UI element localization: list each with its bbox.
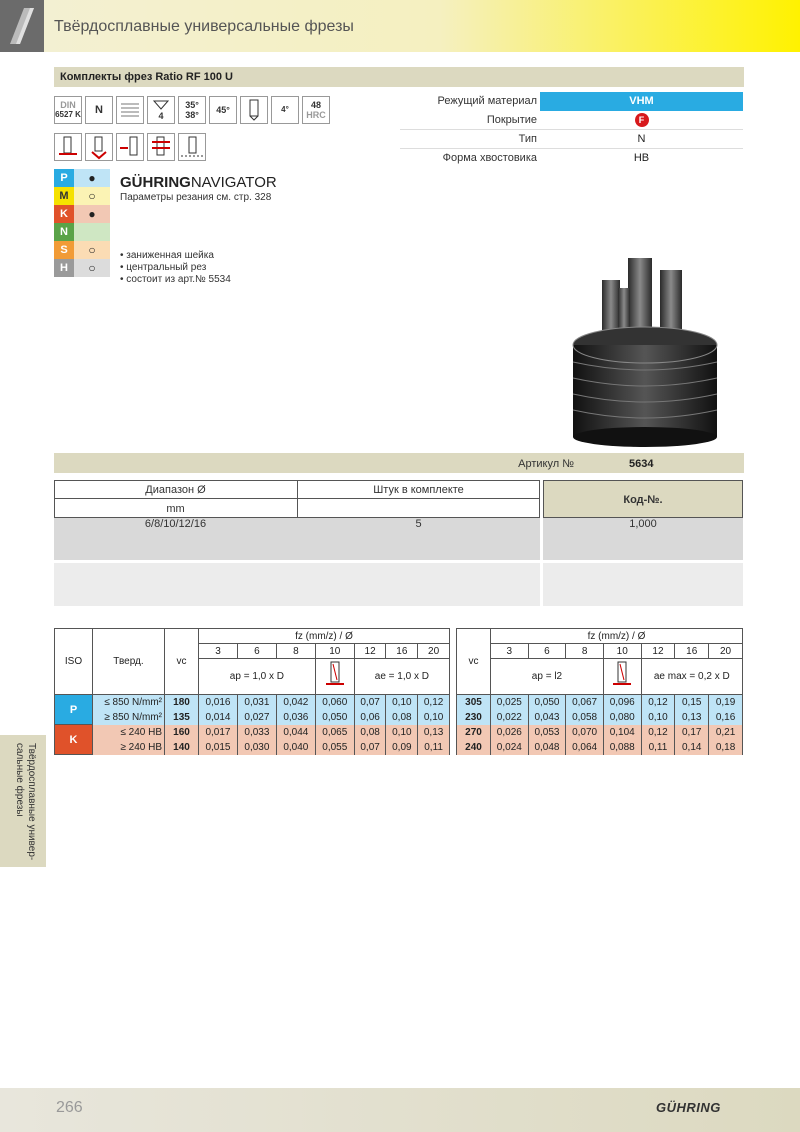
properties-panel: [400, 92, 743, 168]
hardness-value: ≥ 850 N/mm²: [93, 710, 165, 725]
feature-list: [120, 250, 231, 286]
diameter-header: 10: [315, 644, 354, 659]
product-photo: [560, 250, 730, 450]
stripes-logo-icon: [6, 6, 38, 46]
chamfer-icon: 45°: [209, 96, 237, 124]
material-row-n: [54, 223, 110, 241]
cutting-row: [457, 725, 743, 740]
fz-value: 0,015: [199, 740, 238, 755]
hardness-value: ≤ 240 HB: [93, 725, 165, 740]
fz-value: 0,026: [491, 725, 529, 740]
fz-value: 0,022: [491, 710, 529, 725]
hardness-header: Тверд.: [93, 629, 165, 695]
diameter-header: 20: [418, 644, 450, 659]
fz-value: 0,080: [603, 710, 641, 725]
helix-icon: 35° 38°: [178, 96, 206, 124]
diameter-header: 8: [276, 644, 315, 659]
diameter-header: 10: [603, 644, 641, 659]
product-section-bar: [54, 67, 744, 87]
vc-value: 160: [165, 725, 199, 740]
side-milling-icon: [116, 133, 144, 161]
fz-value: 0,030: [237, 740, 276, 755]
cutting-row: [457, 740, 743, 755]
vc-value: 270: [457, 725, 491, 740]
slot-milling-icon: [54, 133, 82, 161]
fz-value: 0,17: [675, 725, 709, 740]
fz-value: 0,050: [315, 710, 354, 725]
col-count: Штук в комплекте: [373, 484, 464, 496]
fz-value: 0,044: [276, 725, 315, 740]
page-number: 266: [56, 1099, 83, 1116]
fz-value: 0,055: [315, 740, 354, 755]
cutting-row: [457, 710, 743, 725]
fz-value: 0,16: [709, 710, 743, 725]
material-letter: K: [54, 205, 74, 223]
navigator-subtitle: Параметры резания см. стр. 328: [120, 192, 272, 203]
fz-value: 0,12: [641, 695, 675, 710]
diameter-header: 16: [386, 644, 418, 659]
vc-value: 305: [457, 695, 491, 710]
vc-value: 140: [165, 740, 199, 755]
fz-value: 0,15: [675, 695, 709, 710]
side-tab-label: Твёрдосплавные универ-сальные фрезы: [14, 743, 37, 861]
fz-value: 0,12: [418, 695, 450, 710]
range-value: 6/8/10/12/16: [144, 518, 207, 530]
material-suitability: ●: [74, 169, 110, 187]
fz-value: 0,096: [603, 695, 641, 710]
fz-value: 0,070: [566, 725, 604, 740]
fz-value: 0,088: [603, 740, 641, 755]
diameter-header: 12: [354, 644, 386, 659]
coating-badge: F: [635, 113, 649, 127]
vc-value: 230: [457, 710, 491, 725]
fz-value: 0,058: [566, 710, 604, 725]
fz-value: 0,06: [354, 710, 386, 725]
material-row-s: [54, 241, 110, 259]
footer-brand: GÜHRING: [656, 1100, 721, 1115]
feature-item: • заниженная шейка: [120, 250, 214, 261]
vc-value: 180: [165, 695, 199, 710]
fz-value: 0,08: [386, 710, 418, 725]
vc-value: 240: [457, 740, 491, 755]
material-suitability: ○: [74, 259, 110, 277]
fz-value: 0,13: [675, 710, 709, 725]
flutes-icon: 4: [147, 96, 175, 124]
diameter-header: 16: [675, 644, 709, 659]
fz-value: 0,21: [709, 725, 743, 740]
cutting-row: [55, 740, 450, 755]
fz-value: 0,031: [237, 695, 276, 710]
tool-sketch-icon: [603, 659, 641, 695]
fz-value: 0,10: [386, 725, 418, 740]
material-letter: S: [54, 241, 74, 259]
fz-value: 0,10: [641, 710, 675, 725]
pocket-milling-icon: [147, 133, 175, 161]
fz-value: 0,10: [418, 710, 450, 725]
diameter-header: 3: [199, 644, 238, 659]
prop-row-type: Тип N: [400, 130, 743, 149]
cutting-row: [55, 725, 450, 740]
navigator-logo: GÜHRINGNAVIGATOR: [120, 174, 277, 191]
angle-icon: 4°: [271, 96, 299, 124]
plunge-icon: [85, 133, 113, 161]
fz-value: 0,050: [528, 695, 566, 710]
material-suitability: ○: [74, 241, 110, 259]
note-b: ae = 1,0 x D: [354, 659, 449, 695]
material-suitability: [74, 223, 110, 241]
prop-row-coating: Покрытие F: [400, 111, 743, 130]
cutting-row: [457, 695, 743, 710]
material-row-k: [54, 205, 110, 223]
fz-value: 0,016: [199, 695, 238, 710]
cutting-row: [55, 710, 450, 725]
hardness-value: ≤ 850 N/mm²: [93, 695, 165, 710]
material-letter: M: [54, 187, 74, 205]
fz-header: fz (mm/z) / Ø: [491, 629, 743, 644]
material-row-h: [54, 259, 110, 277]
code-value: 1,000: [629, 518, 657, 530]
logo: [0, 0, 44, 52]
vc-header: vc: [165, 629, 199, 695]
diameter-header: 3: [491, 644, 529, 659]
fz-value: 0,11: [418, 740, 450, 755]
cutting-table-right: [456, 628, 743, 755]
fz-value: 0,13: [418, 725, 450, 740]
fz-value: 0,19: [709, 695, 743, 710]
iso-header: ISO: [55, 629, 93, 695]
col-code: Код-№.: [623, 494, 663, 506]
fz-value: 0,036: [276, 710, 315, 725]
product-title: Комплекты фрез Ratio RF 100 U: [60, 71, 233, 83]
fz-value: 0,065: [315, 725, 354, 740]
material-letter: N: [54, 223, 74, 241]
fz-header: fz (mm/z) / Ø: [199, 629, 450, 644]
cutting-row: [55, 695, 450, 710]
col-unit: mm: [166, 503, 185, 515]
material-row-p: [54, 169, 110, 187]
material-letter: P: [54, 169, 74, 187]
stripes-icon: [116, 96, 144, 124]
fz-value: 0,12: [641, 725, 675, 740]
fz-value: 0,014: [199, 710, 238, 725]
diameter-header: 8: [566, 644, 604, 659]
fz-value: 0,033: [237, 725, 276, 740]
fz-value: 0,14: [675, 740, 709, 755]
fz-value: 0,10: [386, 695, 418, 710]
diameter-header: 12: [641, 644, 675, 659]
diameter-header: 6: [528, 644, 566, 659]
fz-value: 0,053: [528, 725, 566, 740]
note-a: ap = l2: [491, 659, 604, 695]
fz-value: 0,040: [276, 740, 315, 755]
cutting-table-left: [54, 628, 450, 755]
page-title: Твёрдосплавные универсальные фрезы: [54, 18, 354, 35]
prop-row-shank: Форма хвостовика HB: [442, 152, 650, 164]
material-letter: H: [54, 259, 74, 277]
ramping-icon: [178, 133, 206, 161]
fz-value: 0,043: [528, 710, 566, 725]
type-n-icon: N: [85, 96, 113, 124]
material-suitability: ○: [74, 187, 110, 205]
material-row-m: [54, 187, 110, 205]
iso-group-p: P: [55, 695, 93, 725]
spec-icon-row: [54, 96, 330, 124]
prop-row-material: Режущий материал VHM: [400, 92, 743, 111]
application-icon-row: [54, 133, 206, 161]
fz-value: 0,067: [566, 695, 604, 710]
fz-value: 0,024: [491, 740, 529, 755]
feature-item: • состоит из арт.№ 5534: [120, 274, 231, 285]
fz-value: 0,07: [354, 740, 386, 755]
fz-value: 0,025: [491, 695, 529, 710]
feature-item: • центральный рез: [120, 262, 207, 273]
hrc-icon: 48 HRC: [302, 96, 330, 124]
fz-value: 0,07: [354, 695, 386, 710]
iso-group-k: K: [55, 725, 93, 755]
fz-value: 0,08: [354, 725, 386, 740]
diameter-header: 20: [709, 644, 743, 659]
tool-sketch-icon: [315, 659, 354, 695]
din-icon: DIN 6527 K: [54, 96, 82, 124]
material-groups: [54, 169, 110, 277]
note-a: ap = 1,0 x D: [199, 659, 316, 695]
fz-value: 0,027: [237, 710, 276, 725]
article-bar: Артикул № 5634: [54, 453, 744, 473]
count-value: 5: [415, 518, 422, 530]
vc-value: 135: [165, 710, 199, 725]
hardness-value: ≥ 240 HB: [93, 740, 165, 755]
fz-value: 0,060: [315, 695, 354, 710]
fz-value: 0,18: [709, 740, 743, 755]
fz-value: 0,104: [603, 725, 641, 740]
fz-value: 0,048: [528, 740, 566, 755]
fz-value: 0,042: [276, 695, 315, 710]
col-range: Диапазон Ø: [145, 484, 206, 496]
diameter-header: 6: [237, 644, 276, 659]
side-tab[interactable]: [0, 735, 46, 867]
fz-value: 0,11: [641, 740, 675, 755]
fz-value: 0,09: [386, 740, 418, 755]
material-suitability: ●: [74, 205, 110, 223]
note-b: ae max = 0,2 x D: [641, 659, 742, 695]
center-cut-icon: [240, 96, 268, 124]
fz-value: 0,064: [566, 740, 604, 755]
vc-header: vc: [457, 629, 491, 695]
fz-value: 0,017: [199, 725, 238, 740]
